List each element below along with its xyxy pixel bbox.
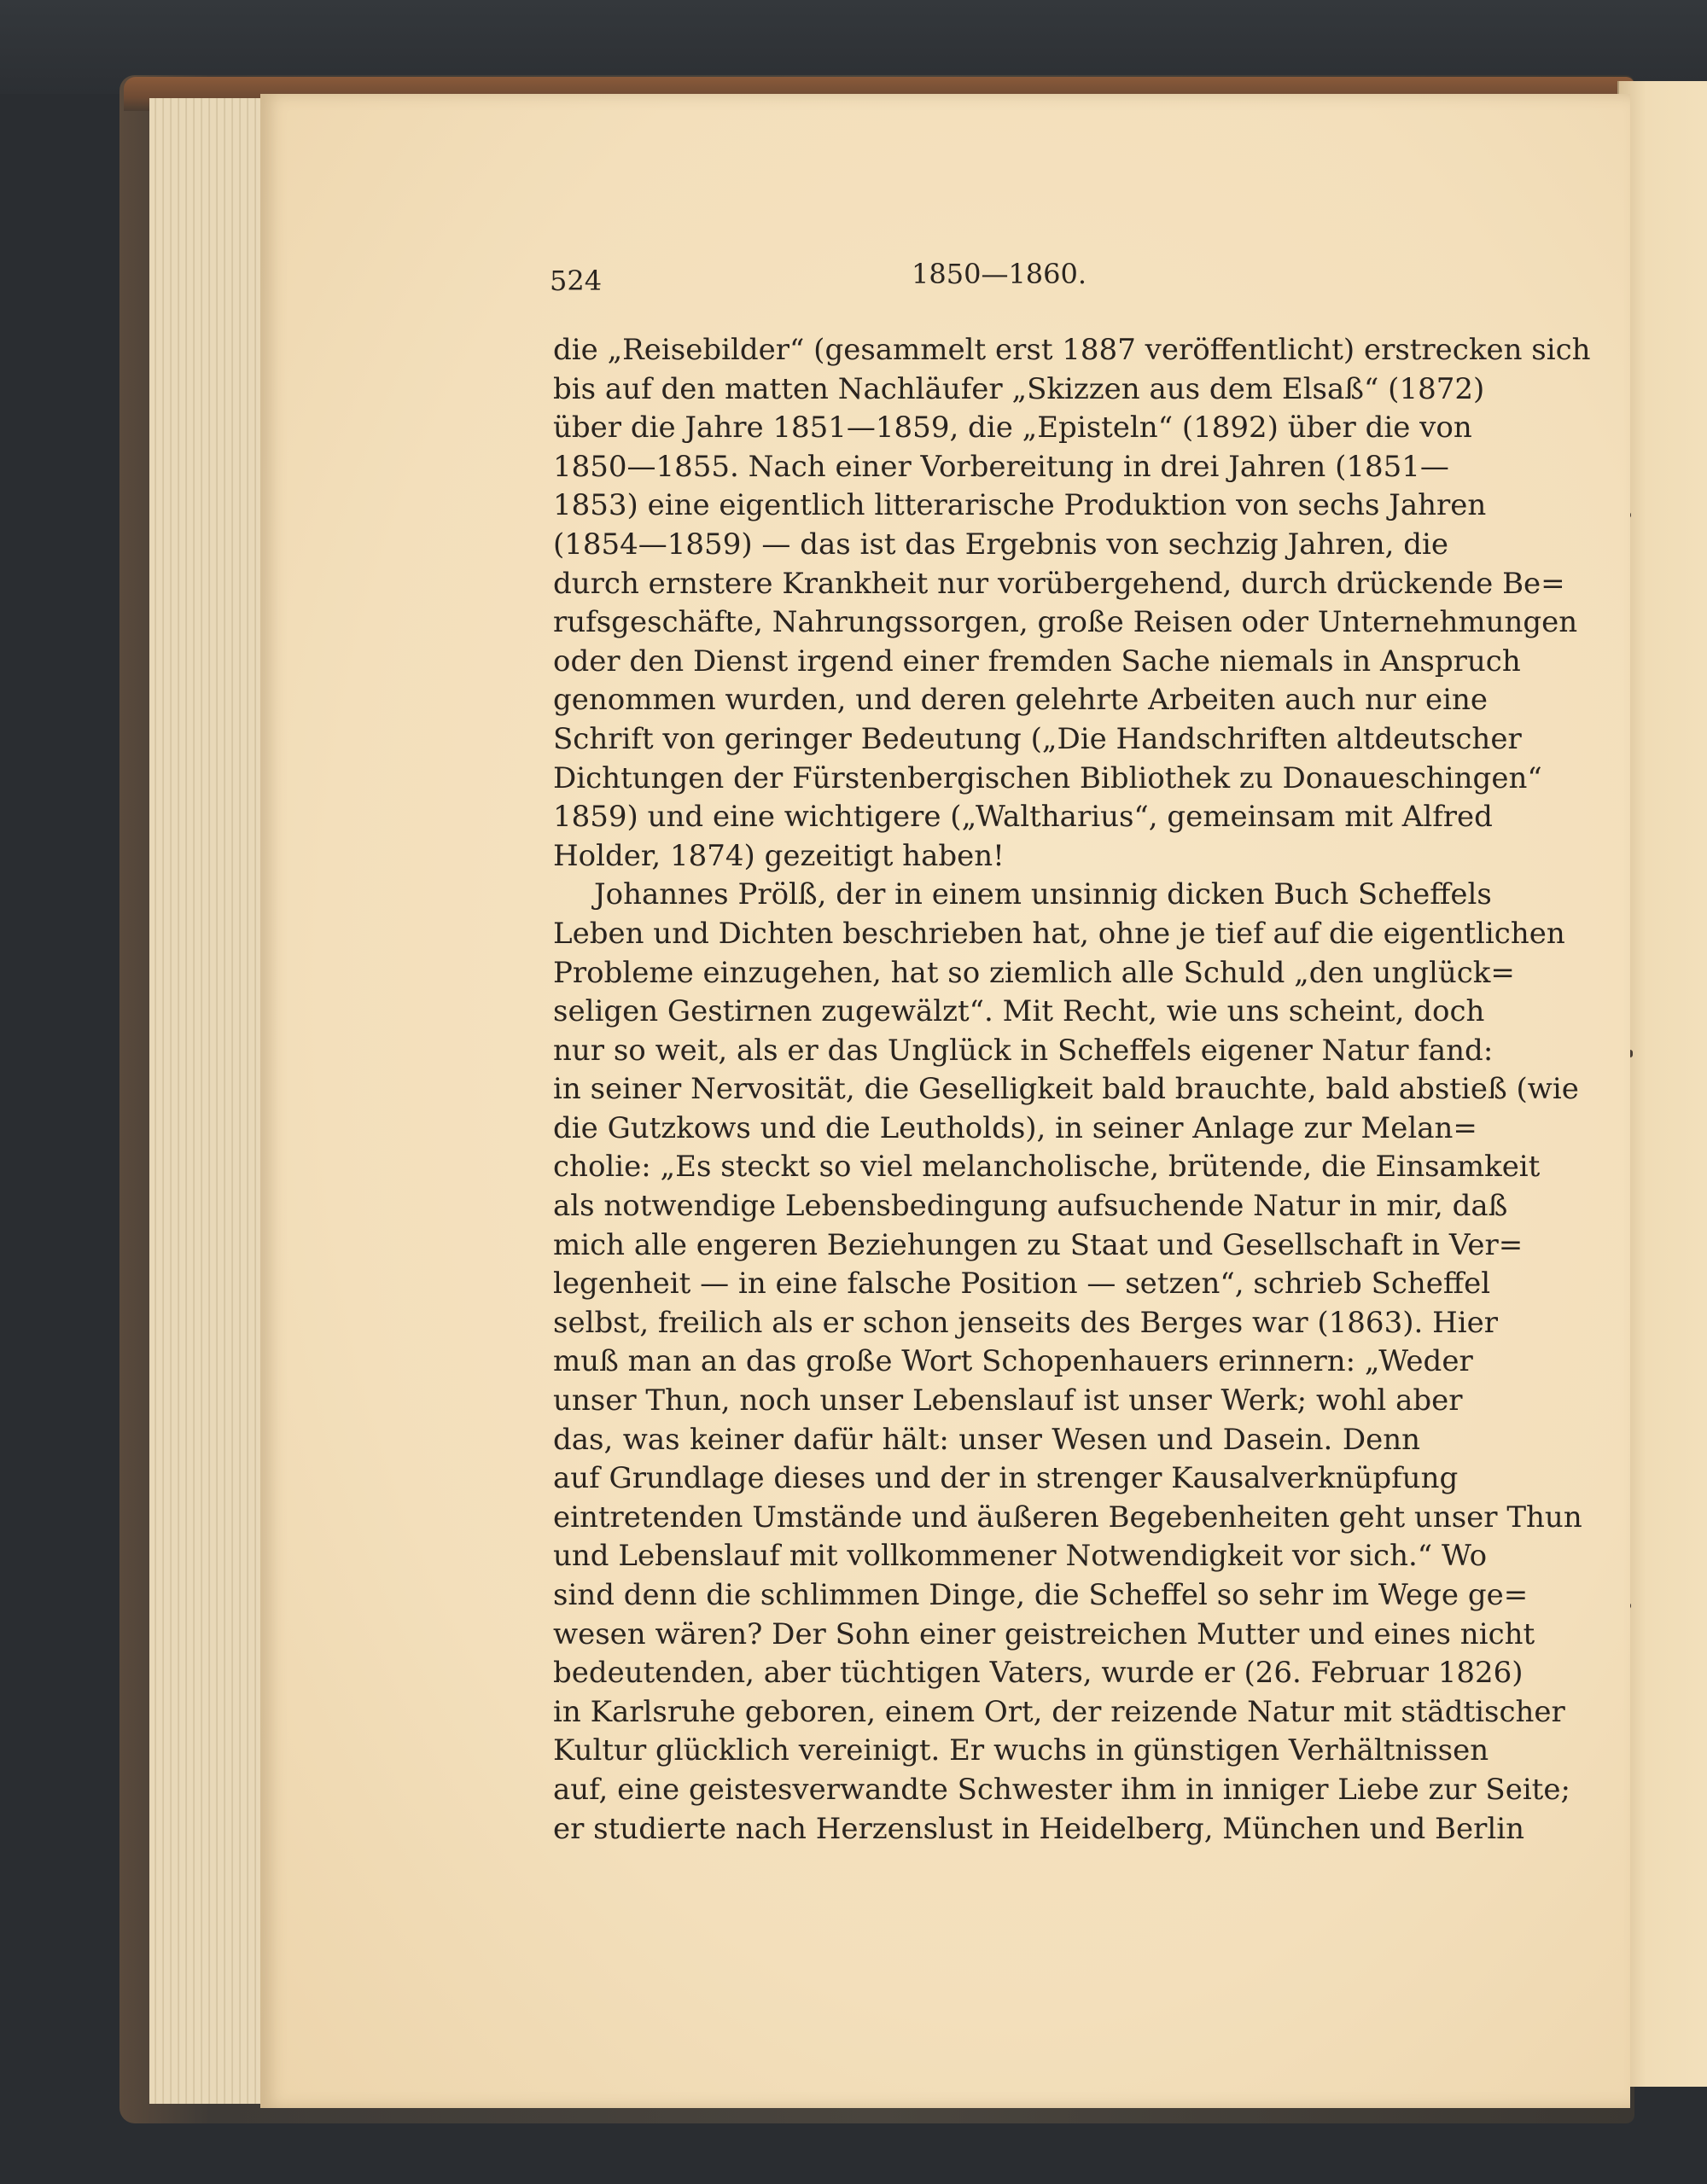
text-line: genommen wurden, und deren gelehrte Arbeiten auch nur eine [553,683,1489,718]
text-line: Leben und Dichten beschrieben hat, ohne je tief auf die eigentlichen [553,916,1565,951]
text-line: Kultur glücklich vereinigt. Er wuchs in günstigen Verhältnissen [553,1733,1489,1768]
text-line: bedeutenden, aber tüchtigen Vaters, wurde er (26. Februar 1826) [553,1656,1523,1691]
text-line: bis auf den matten Nachläufer „Skizzen aus dem Elsaß“ (1872) [553,371,1485,406]
text-line: über die Jahre 1851—1859, die „Episteln“ (1892) über die von [553,411,1472,446]
body-text [553,331,1591,1849]
text-line: die „Reisebilder“ (gesammelt erst 1887 veröffentlicht) erstrecken sich [553,333,1591,367]
facing-page-edge [1617,81,1707,2087]
text-line: das, was keiner dafür hält: unser Wesen und Dasein. Denn [553,1422,1420,1457]
text-line: als notwendige Lebensbedingung aufsuchende Natur in mir, daß [553,1189,1508,1224]
running-head: 1850—1860. [912,258,1087,290]
text-line: auf Grundlage dieses und der in strenger Kausalverknüpfung [553,1461,1459,1496]
page-edges [149,98,271,2104]
text-line: Dichtungen der Fürstenbergischen Bibliothek zu Donaueschingen“ [553,760,1542,795]
text-line: (1854—1859) — das ist das Ergebnis von sechzig Jahren, die [553,527,1449,562]
text-line: Schrift von geringer Bedeutung („Die Handschriften altdeutscher [553,721,1522,756]
text-line: unser Thun, noch unser Lebenslauf ist unser Werk; wohl aber [553,1383,1463,1418]
text-line: mich alle engeren Beziehungen zu Staat und Gesellschaft in Ver= [553,1227,1523,1262]
text-line: 1859) und eine wichtigere („Waltharius“, gemeinsam mit Alfred [553,800,1493,835]
text-line: wesen wären? Der Sohn einer geistreichen Mutter und eines nicht [553,1616,1535,1651]
text-line: oder den Dienst irgend einer fremden Sache niemals in Anspruch [553,644,1521,678]
text-line: seligen Gestirnen zugewälzt“. Mit Recht, wie uns scheint, doch [553,994,1485,1029]
text-line: in Karlsruhe geboren, einem Ort, der reizende Natur mit städtischer [553,1694,1565,1729]
text-line: und Lebenslauf mit vollkommener Notwendigkeit vor sich.“ Wo [553,1539,1488,1574]
text-line: selbst, freilich als er schon jenseits des Berges war (1863). Hier [553,1305,1498,1340]
text-line: rufsgeschäfte, Nahrungssorgen, große Reisen oder Unternehmungen [553,605,1578,640]
paragraph [553,876,1582,1849]
text-line: er studierte nach Herzenslust in Heidelberg, München und Berlin [553,1811,1525,1846]
text-line: sind denn die schlimmen Dinge, die Scheffel so sehr im Wege ge= [553,1578,1529,1612]
text-line: eintretenden Umstände und äußeren Begebenheiten geht unser Thun [553,1500,1582,1535]
text-line: cholie: „Es steckt so viel melancholische, brütende, die Einsamkeit [553,1150,1541,1185]
page-number: 524 [550,265,603,297]
text-line: Probleme einzugehen, hat so ziemlich alle Schuld „den unglück= [553,955,1515,990]
text-line: die Gutzkows und die Leutholds), in seiner Anlage zur Melan= [553,1110,1477,1145]
text-line: auf, eine geistesverwandte Schwester ihm in inniger Liebe zur Seite; [553,1772,1570,1807]
text-line: 1850—1855. Nach einer Vorbereitung in drei Jahren (1851— [553,449,1449,484]
text-line: muß man an das große Wort Schopenhauers erinnern: „Weder [553,1344,1473,1379]
text-line: Johannes Prölß, der in einem unsinnig dicken Buch Scheffels [594,877,1492,912]
text-line: in seiner Nervosität, die Geselligkeit bald brauchte, bald abstieß (wie [553,1072,1579,1107]
text-line: 1853) eine eigentlich litterarische Produktion von sechs Jahren [553,488,1487,523]
text-line: durch ernstere Krankheit nur vorübergehend, durch drückende Be= [553,566,1565,601]
text-line: legenheit — in eine falsche Position — setzen“, schrieb Scheffel [553,1267,1491,1302]
text-line: Holder, 1874) gezeitigt haben! [553,838,1005,873]
paragraph [553,331,1591,876]
page-header [546,258,1417,307]
text-line: nur so weit, als er das Unglück in Scheffels eigener Natur fand: [553,1033,1494,1068]
